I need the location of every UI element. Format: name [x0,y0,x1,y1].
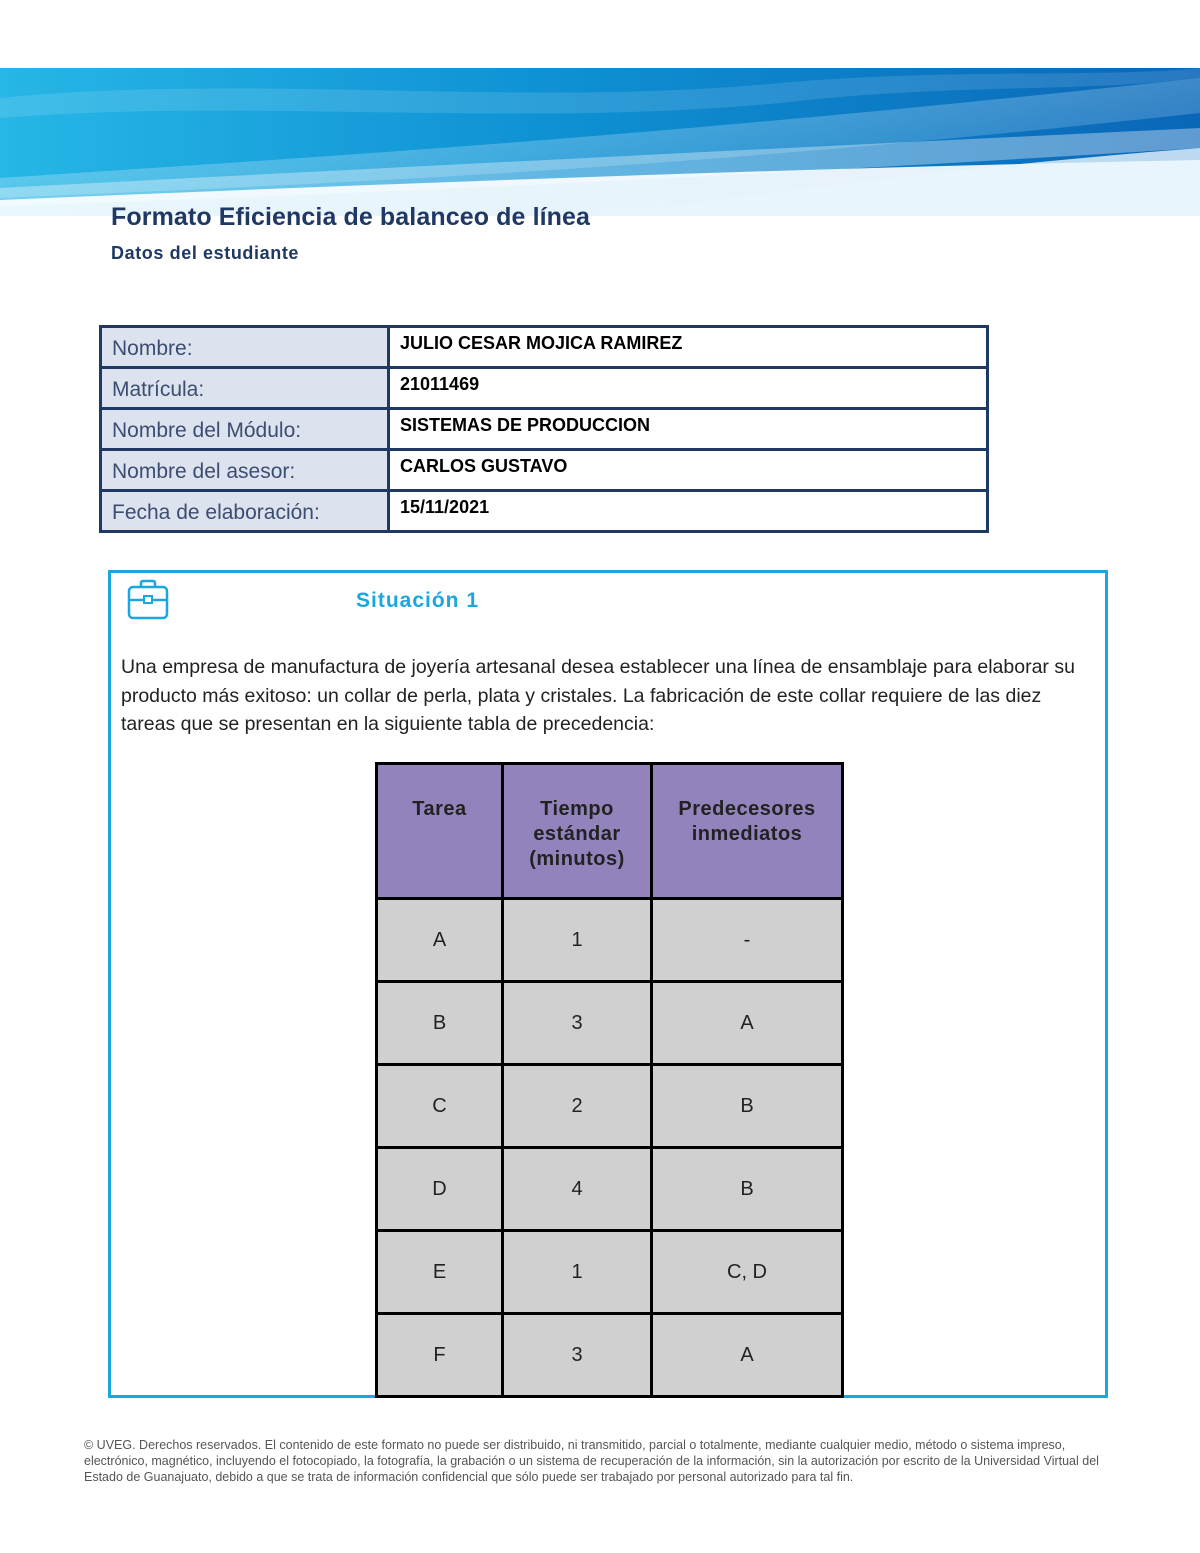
table-row [101,327,988,368]
row-value: 15/11/2021 [389,491,988,532]
situation-paragraph: Una empresa de manufactura de joyería artesanal desea establecer una línea de ensamblaje para elaborar su producto más exitoso: un collar de perla, plata y cristales. La fabricación de este collar requiere de las diez tareas que se presentan en la siguiente tabla de precedencia: [121,656,1075,735]
document-title: Formato Eficiencia de balanceo de línea [111,203,591,231]
precedence-table [375,762,844,1398]
time-cell: 2 [503,1065,652,1148]
row-label: Matrícula: [101,368,389,409]
time-cell: 3 [503,1314,652,1397]
row-label: Nombre del asesor: [101,450,389,491]
predecessor-cell: A [652,982,843,1065]
row-value: CARLOS GUSTAVO [389,450,988,491]
table-header-row [377,764,843,899]
predecessor-cell: - [652,899,843,982]
row-value: 21011469 [389,368,988,409]
table-row [377,1314,843,1397]
student-data-table [99,325,989,533]
section-subtitle: Datos del estudiante [111,243,300,263]
row-label: Nombre: [101,327,389,368]
table-row [101,409,988,450]
table-row [377,982,843,1065]
predecessor-cell: B [652,1148,843,1231]
table-row [101,368,988,409]
table-row [377,899,843,982]
table-row [101,491,988,532]
row-label: Nombre del Módulo: [101,409,389,450]
situation-title: Situación 1 [356,589,480,612]
predecessor-cell: A [652,1314,843,1397]
row-label: Fecha de elaboración: [101,491,389,532]
copyright-notice: © UVEG. Derechos reservados. El contenido de este formato no puede ser distribuido, ni transmitido, parcial o totalmente, mediante cualquier medio, método o sistema impreso, electrónico, magnético, incluyendo el fotocopiado, la fotografía, la grabación o un sistema de recuperación de la información, sin la autorización por escrito de la Universidad Virtual del Estado de Guanajuato, debido a que se trata de información confidencial que sólo puede ser trabajado por personal autorizado para tal fin. [84,1438,1099,1484]
table-row [377,1231,843,1314]
time-cell: 1 [503,1231,652,1314]
time-cell: 4 [503,1148,652,1231]
column-header: Tiempo estándar (minutos) [503,764,652,899]
predecessor-cell: B [652,1065,843,1148]
task-cell: A [377,899,503,982]
table-row [101,450,988,491]
time-cell: 3 [503,982,652,1065]
column-header: Tarea [377,764,503,899]
header-banner [0,68,1200,216]
row-value: SISTEMAS DE PRODUCCION [389,409,988,450]
task-cell: F [377,1314,503,1397]
table-row [377,1065,843,1148]
time-cell: 1 [503,899,652,982]
row-value: JULIO CESAR MOJICA RAMIREZ [389,327,988,368]
task-cell: C [377,1065,503,1148]
predecessor-cell: C, D [652,1231,843,1314]
table-row [377,1148,843,1231]
briefcase-icon [123,576,173,622]
task-cell: D [377,1148,503,1231]
task-cell: B [377,982,503,1065]
task-cell: E [377,1231,503,1314]
column-header: Predecesores inmediatos [652,764,843,899]
